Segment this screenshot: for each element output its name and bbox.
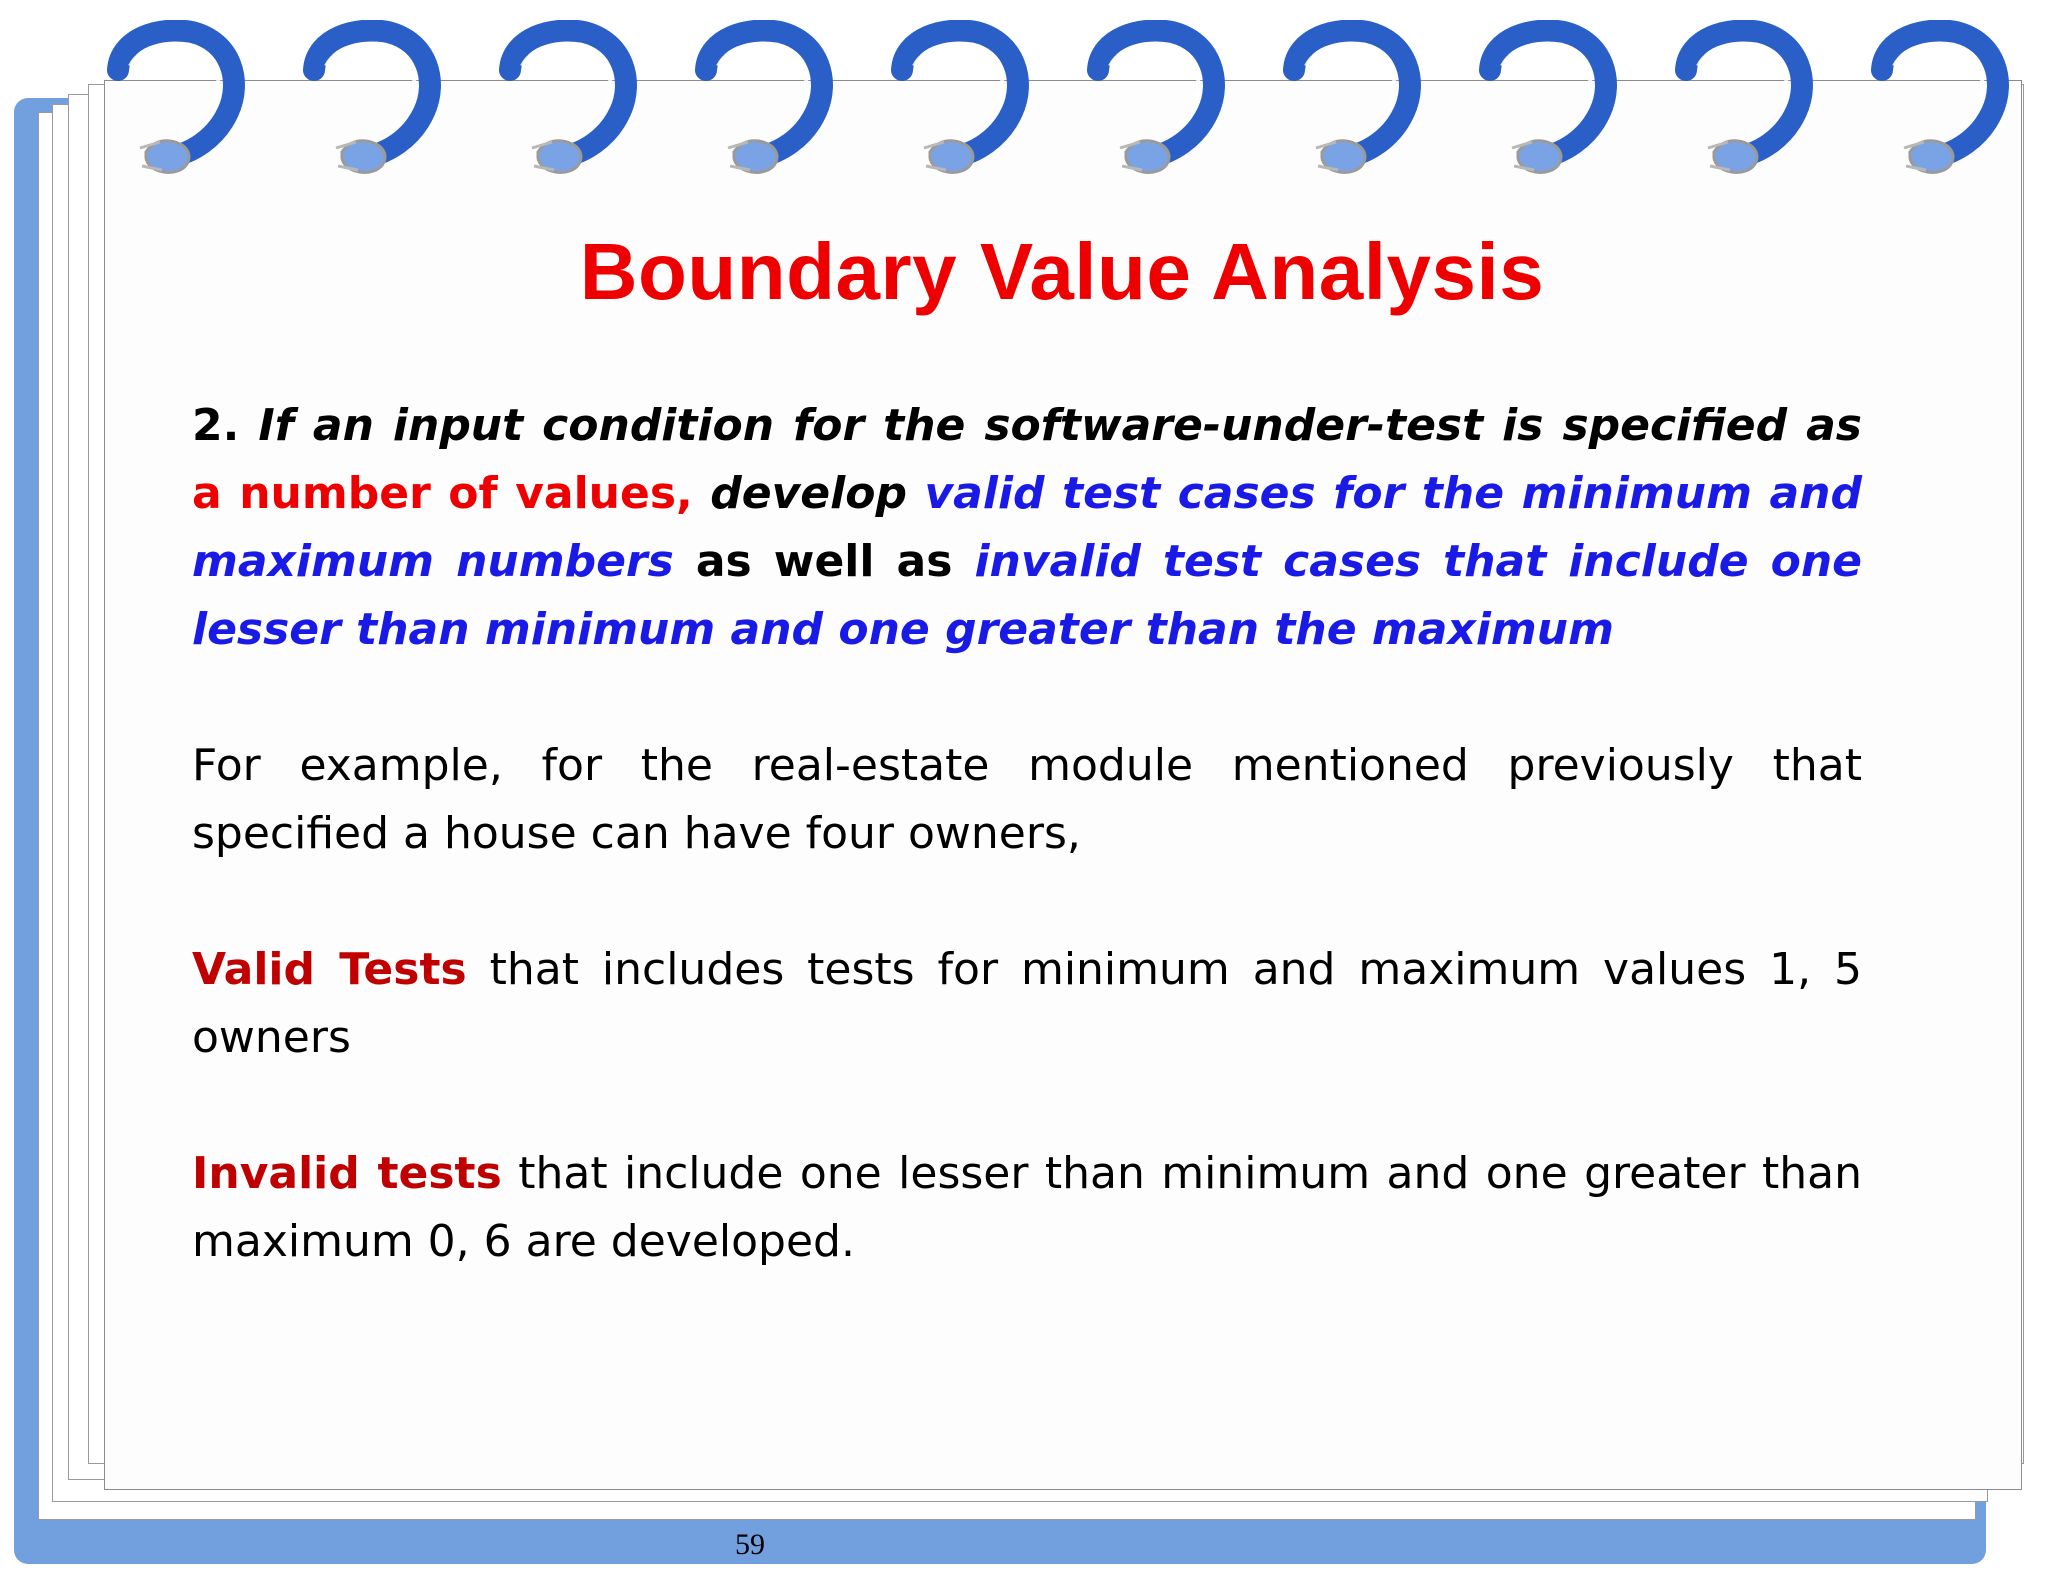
rule-text: develop: [692, 468, 925, 519]
spiral-ring-icon: [492, 20, 642, 180]
rule-text: as well as: [673, 536, 975, 587]
spiral-ring-icon: [688, 20, 838, 180]
example-paragraph: For example, for the real-estate module mentioned previously that specified a house can have four owners,: [192, 740, 1862, 859]
rule-number: 2.: [192, 400, 240, 451]
spiral-ring-icon: [296, 20, 446, 180]
spiral-ring-icon: [1276, 20, 1426, 180]
invalid-tests-paragraph: [192, 1140, 1862, 1276]
invalid-tests-label: Invalid tests: [192, 1148, 502, 1199]
slide-content: [192, 392, 1862, 1276]
valid-tests-paragraph: [192, 936, 1862, 1072]
spiral-binding: [0, 0, 2048, 180]
spiral-ring-icon: [884, 20, 1034, 180]
rule-highlight-blue: valid test cases for the minimum and maximum numbers: [192, 468, 1863, 587]
invalid-tests-text: that include one lesser than minimum and one greater than maximum 0, 6 are developed.: [192, 1148, 1862, 1267]
spiral-ring-icon: [100, 20, 250, 180]
rule-highlight-red: a number of values,: [192, 468, 693, 519]
slide-title: Boundary Value Analysis: [579, 227, 1545, 316]
rule-paragraph: [192, 392, 1862, 664]
spiral-ring-icon: [1864, 20, 2014, 180]
valid-tests-text: that includes tests for minimum and maximum values 1, 5 owners: [192, 944, 1862, 1063]
rule-text: If an input condition for the software-under-test is specified as: [239, 400, 1862, 451]
spiral-ring-icon: [1668, 20, 1818, 180]
page-number: 59: [735, 1528, 765, 1561]
spiral-ring-icon: [1472, 20, 1622, 180]
spiral-ring-icon: [1080, 20, 1230, 180]
rule-highlight-blue: invalid test cases that include one lesser than minimum and one greater than the maximum: [192, 536, 1862, 655]
valid-tests-label: Valid Tests: [192, 944, 467, 995]
